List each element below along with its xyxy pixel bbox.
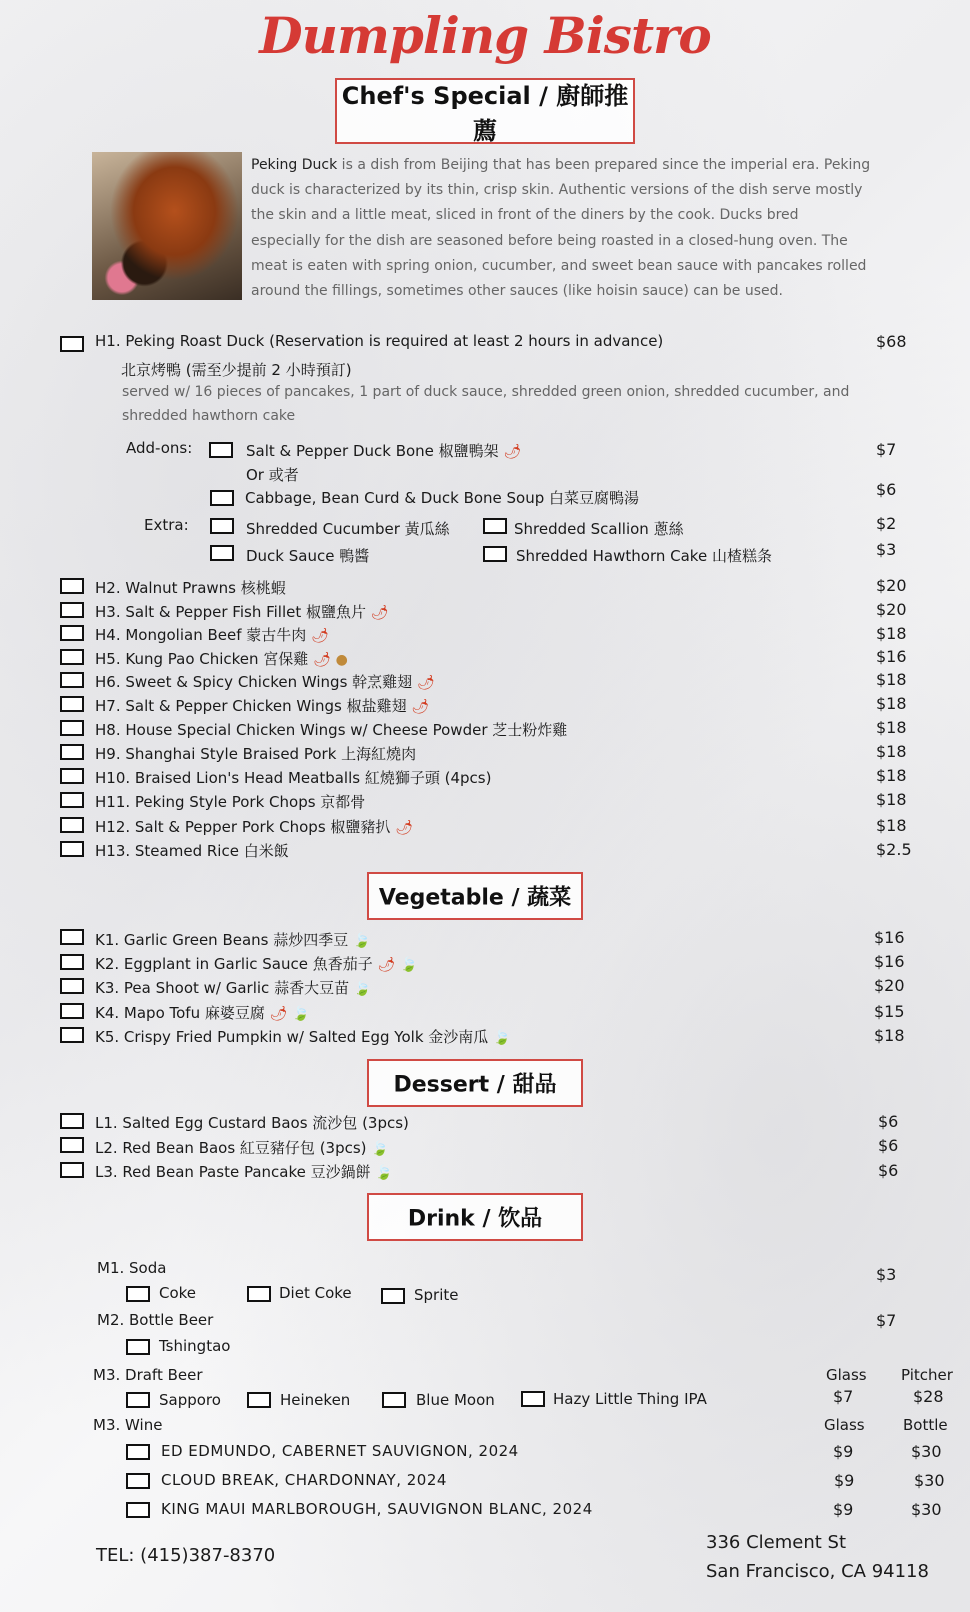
menu-item xyxy=(95,929,370,950)
price-extra-1: $2 xyxy=(876,514,897,533)
peking-intro-highlight: Peking Duck xyxy=(251,157,338,173)
menu-item xyxy=(95,695,429,716)
spicy-icon: 🌶 xyxy=(370,605,389,621)
addons-label: Add-ons: xyxy=(126,439,193,457)
menu-item xyxy=(95,601,389,622)
menu-item xyxy=(95,624,329,645)
section-vegetable xyxy=(367,872,583,920)
order-checkbox[interactable] xyxy=(60,602,84,618)
menu-item-label: H12. Salt & Pepper Pork Chops 椒鹽豬扒 xyxy=(95,818,391,836)
menu-item-label: H6. Sweet & Spicy Chicken Wings 幹烹雞翅 xyxy=(95,673,413,691)
menu-item-h1-served: shredded hawthorn cake xyxy=(122,408,296,424)
menu-item: H9. Shanghai Style Braised Pork 上海紅燒肉 xyxy=(95,745,417,763)
soda-checkbox-diet-coke[interactable] xyxy=(247,1286,271,1302)
vegetarian-leaf-icon: 🍃 xyxy=(400,957,418,973)
price: $6 xyxy=(878,1112,899,1131)
extra-checkbox-hawthorn[interactable] xyxy=(483,546,507,562)
extra-checkbox-cucumber[interactable] xyxy=(210,518,234,534)
column-glass: Glass xyxy=(824,1416,865,1434)
section-chef-special-label: Chef's Special / 廚師推薦 xyxy=(341,82,629,145)
extra-checkbox-duck-sauce[interactable] xyxy=(210,545,234,561)
section-vegetable-label: Vegetable / 蔬菜 xyxy=(378,885,572,911)
soda-sprite: Sprite xyxy=(414,1286,459,1304)
vegetarian-leaf-icon: 🍃 xyxy=(292,1006,310,1022)
peking-intro-line: the skin and a little meat, sliced in front of the diners by the cook. Ducks bred xyxy=(251,207,799,224)
order-checkbox[interactable] xyxy=(60,1137,84,1153)
price-wine2-glass: $9 xyxy=(834,1471,855,1490)
drink-m3-wine: M3. Wine xyxy=(93,1416,163,1434)
price: $16 xyxy=(876,647,907,666)
beer-tsingtao: Tshingtao xyxy=(159,1337,231,1355)
peanut-icon: ● xyxy=(335,652,348,668)
menu-item-h1-chinese: 北京烤鴨 (需至少提前 2 小時預訂) xyxy=(121,361,352,379)
peking-intro-line: around the fillings, sometimes other sauces (like hoisin sauce) can be used. xyxy=(251,283,783,300)
price-extra-2: $3 xyxy=(876,540,897,559)
price: $18 xyxy=(876,624,907,643)
price-m2: $7 xyxy=(876,1311,897,1330)
column-pitcher: Pitcher xyxy=(901,1366,953,1384)
order-checkbox[interactable] xyxy=(60,929,84,945)
order-checkbox[interactable] xyxy=(60,672,84,688)
order-checkbox[interactable] xyxy=(60,1162,84,1178)
order-checkbox[interactable] xyxy=(60,817,84,833)
spicy-icon: 🌶 xyxy=(313,652,331,668)
price: $18 xyxy=(876,718,907,737)
order-checkbox[interactable] xyxy=(60,720,84,736)
order-checkbox[interactable] xyxy=(60,1027,84,1043)
menu-item-label: K1. Garlic Green Beans 蒜炒四季豆 xyxy=(95,931,349,949)
order-checkbox[interactable] xyxy=(60,792,84,808)
price: $18 xyxy=(876,766,907,785)
address-line-2: San Francisco, CA 94118 xyxy=(706,1561,929,1582)
peking-intro-line: especially for the dish are seasoned before being roasted in a closed-hung oven. The xyxy=(251,232,848,249)
peking-intro-line: is a dish from Beijing that has been prepared since the imperial era. Peking xyxy=(337,157,871,173)
price: $20 xyxy=(874,976,905,995)
price: $18 xyxy=(876,694,907,713)
price-draft-pitcher: $28 xyxy=(913,1387,944,1406)
menu-item-label: H7. Salt & Pepper Chicken Wings 椒盐雞翅 xyxy=(95,697,407,715)
extra-label: Extra: xyxy=(144,516,189,534)
drink-m2: M2. Bottle Beer xyxy=(97,1311,214,1329)
price-addon-soup: $6 xyxy=(876,480,897,499)
vegetarian-leaf-icon: 🍃 xyxy=(375,1165,393,1181)
order-checkbox[interactable] xyxy=(60,744,84,760)
draft-checkbox-sapporo[interactable] xyxy=(126,1392,150,1408)
price: $2.5 xyxy=(876,840,912,859)
section-drink-label: Drink / 饮品 xyxy=(407,1206,543,1232)
addon-or: Or 或者 xyxy=(246,466,299,484)
menu-item: H2. Walnut Prawns 核桃蝦 xyxy=(95,579,286,597)
extra-scallion: Shredded Scallion 蔥絲 xyxy=(514,520,684,538)
price-addon-duck-bone: $7 xyxy=(876,440,897,459)
menu-item-label: H5. Kung Pao Chicken 宮保雞 xyxy=(95,650,309,668)
beer-checkbox-tsingtao[interactable] xyxy=(126,1339,150,1355)
price-wine3-glass: $9 xyxy=(833,1500,854,1519)
peking-intro-line: duck is characterized by its thin, crisp skin. Authentic versions of the dish serve mostly xyxy=(251,182,863,199)
menu-item: H8. House Special Chicken Wings w/ Cheese Powder 芝士粉炸雞 xyxy=(95,721,568,739)
price-draft-glass: $7 xyxy=(833,1387,854,1406)
wine-3: KING MAUI MARLBOROUGH, SAUVIGNON BLANC, 2024 xyxy=(161,1500,593,1518)
order-checkbox[interactable] xyxy=(60,1113,84,1129)
menu-item xyxy=(95,648,348,669)
draft-checkbox-hazy[interactable] xyxy=(521,1391,545,1407)
addon-checkbox-soup[interactable] xyxy=(210,490,234,506)
wine-checkbox-2[interactable] xyxy=(126,1473,150,1489)
drink-m3-draft: M3. Draft Beer xyxy=(93,1366,203,1384)
spicy-icon: 🌶 xyxy=(395,820,413,836)
menu-item: H13. Steamed Rice 白米飯 xyxy=(95,842,289,860)
addon-soup: Cabbage, Bean Curd & Duck Bone Soup 白菜豆腐鴨湯 xyxy=(245,489,640,507)
peking-intro-line: meat is eaten with spring onion, cucumber, and sweet bean sauce with pancakes rolled xyxy=(251,257,867,274)
menu-item xyxy=(95,1137,389,1158)
price-wine1-glass: $9 xyxy=(833,1442,854,1461)
price-wine3-bottle: $30 xyxy=(911,1500,942,1519)
spicy-icon: 🌶 xyxy=(411,699,430,715)
menu-item-label: K4. Mapo Tofu 麻婆豆腐 xyxy=(95,1004,265,1022)
price-h1: $68 xyxy=(876,332,907,351)
spicy-icon: 🌶 xyxy=(503,444,522,460)
draft-blue-moon: Blue Moon xyxy=(416,1391,495,1409)
spicy-icon: 🌶 xyxy=(416,675,435,691)
section-dessert xyxy=(367,1059,583,1107)
menu-item: L1. Salted Egg Custard Baos 流沙包 (3pcs) xyxy=(95,1114,409,1132)
peking-duck-image xyxy=(92,152,242,300)
price: $18 xyxy=(876,742,907,761)
drink-m1: M1. Soda xyxy=(97,1259,167,1277)
menu-item-label: L2. Red Bean Baos 紅豆豬仔包 (3pcs) xyxy=(95,1139,367,1157)
vegetarian-leaf-icon: 🍃 xyxy=(371,1141,389,1157)
addon-duck-bone xyxy=(246,440,521,461)
menu-item xyxy=(95,953,418,974)
extra-hawthorn: Shredded Hawthorn Cake 山楂糕条 xyxy=(516,547,772,565)
section-dessert-label: Dessert / 甜品 xyxy=(393,1072,557,1098)
price: $20 xyxy=(876,600,907,619)
peking-intro xyxy=(251,153,870,304)
soda-checkbox-coke[interactable] xyxy=(126,1286,150,1302)
price: $18 xyxy=(876,816,907,835)
vegetarian-leaf-icon: 🍃 xyxy=(353,933,371,949)
draft-sapporo: Sapporo xyxy=(159,1391,221,1409)
menu-item-label: K2. Eggplant in Garlic Sauce 魚香茄子 xyxy=(95,955,373,973)
order-checkbox[interactable] xyxy=(60,768,84,784)
price: $15 xyxy=(874,1002,905,1021)
vegetarian-leaf-icon: 🍃 xyxy=(353,981,372,997)
menu-item-label: H4. Mongolian Beef 蒙古牛肉 xyxy=(95,626,307,644)
menu-item xyxy=(95,977,371,998)
soda-checkbox-sprite[interactable] xyxy=(381,1288,405,1304)
wine-1: ED EDMUNDO, CABERNET SAUVIGNON, 2024 xyxy=(161,1442,519,1460)
draft-heineken: Heineken xyxy=(280,1391,351,1409)
price: $18 xyxy=(874,1026,905,1045)
order-checkbox[interactable] xyxy=(60,978,84,994)
menu-item: H11. Peking Style Pork Chops 京都骨 xyxy=(95,793,366,811)
spicy-icon: 🌶 xyxy=(311,628,329,644)
order-checkbox[interactable] xyxy=(60,1003,84,1019)
price: $16 xyxy=(874,928,905,947)
section-chef-special xyxy=(335,78,635,144)
menu-item xyxy=(95,1161,393,1182)
extra-checkbox-scallion[interactable] xyxy=(483,518,507,534)
wine-checkbox-3[interactable] xyxy=(126,1502,150,1518)
menu-item-h1-served: served w/ 16 pieces of pancakes, 1 part of duck sauce, shredded green onion, shredded cucumber, and xyxy=(122,384,850,400)
draft-checkbox-heineken[interactable] xyxy=(247,1392,271,1408)
menu-item-h1: H1. Peking Roast Duck (Reservation is required at least 2 hours in advance) xyxy=(95,332,664,350)
price: $16 xyxy=(874,952,905,971)
addon-checkbox-duck-bone[interactable] xyxy=(209,442,233,458)
price-wine1-bottle: $30 xyxy=(911,1442,942,1461)
order-checkbox[interactable] xyxy=(60,625,84,641)
address-line-1: 336 Clement St xyxy=(706,1532,847,1553)
order-checkbox[interactable] xyxy=(60,649,84,665)
draft-hazy-ipa: Hazy Little Thing IPA xyxy=(553,1390,707,1408)
price: $18 xyxy=(876,670,907,689)
extra-duck-sauce: Duck Sauce 鴨醬 xyxy=(246,547,370,565)
price: $20 xyxy=(876,576,907,595)
column-bottle: Bottle xyxy=(903,1416,948,1434)
price: $6 xyxy=(878,1161,899,1180)
addon-duck-bone-label: Salt & Pepper Duck Bone 椒鹽鴨架 xyxy=(246,442,499,460)
spicy-icon: 🌶 xyxy=(269,1006,288,1022)
order-checkbox[interactable] xyxy=(60,578,84,594)
extra-cucumber: Shredded Cucumber 黃瓜絲 xyxy=(246,520,450,538)
price-m1: $3 xyxy=(876,1265,897,1284)
order-checkbox[interactable] xyxy=(60,954,84,970)
wine-2: CLOUD BREAK, CHARDONNAY, 2024 xyxy=(161,1471,447,1489)
section-drink xyxy=(367,1193,583,1241)
menu-item xyxy=(95,671,435,692)
menu-item xyxy=(95,1026,511,1047)
draft-checkbox-blue-moon[interactable] xyxy=(382,1392,406,1408)
price: $18 xyxy=(876,790,907,809)
menu-item-label: L3. Red Bean Paste Pancake 豆沙鍋餅 xyxy=(95,1163,371,1181)
column-glass: Glass xyxy=(826,1366,867,1384)
soda-coke: Coke xyxy=(159,1284,197,1302)
order-checkbox[interactable] xyxy=(60,696,84,712)
telephone: TEL: (415)387-8370 xyxy=(96,1545,276,1566)
soda-diet-coke: Diet Coke xyxy=(279,1284,352,1302)
spicy-icon: 🌶 xyxy=(377,957,396,973)
price: $6 xyxy=(878,1136,899,1155)
vegetarian-leaf-icon: 🍃 xyxy=(493,1030,511,1046)
restaurant-title: Dumpling Bistro xyxy=(259,6,711,65)
menu-item: H10. Braised Lion's Head Meatballs 紅燒獅子頭 (4pcs) xyxy=(95,769,492,787)
wine-checkbox-1[interactable] xyxy=(126,1444,150,1460)
order-checkbox[interactable] xyxy=(60,841,84,857)
order-checkbox-h1[interactable] xyxy=(60,336,84,352)
menu-item xyxy=(95,1002,310,1023)
menu-item-label: K5. Crispy Fried Pumpkin w/ Salted Egg Yolk 金沙南瓜 xyxy=(95,1028,489,1046)
menu-item xyxy=(95,816,413,837)
menu-item-label: H3. Salt & Pepper Fish Fillet 椒鹽魚片 xyxy=(95,603,367,621)
menu-item-label: K3. Pea Shoot w/ Garlic 蒜香大豆苗 xyxy=(95,979,350,997)
price-wine2-bottle: $30 xyxy=(914,1471,945,1490)
